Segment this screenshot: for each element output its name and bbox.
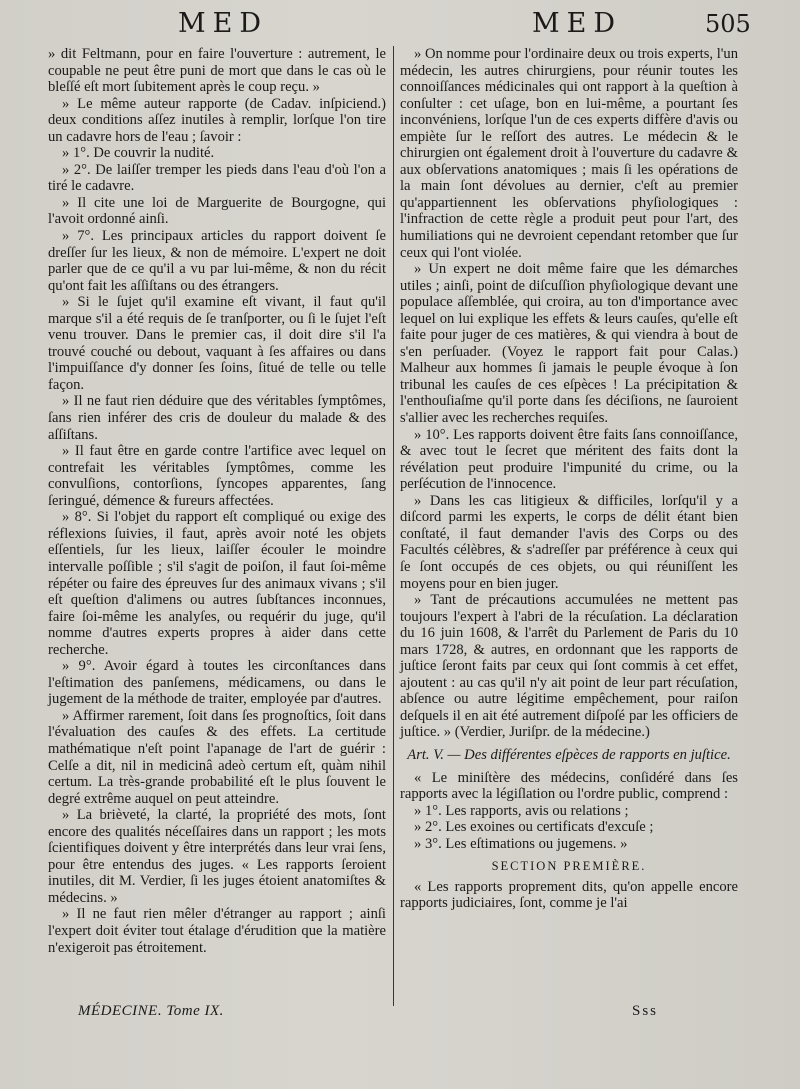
paragraph: » Il ne faut rien mêler d'étranger au rapport ; ainſi l'expert doit éviter tout étalage d'érudition que la matière n'exigeroit pas étroitement. — [48, 906, 386, 956]
paragraph: » 8°. Si l'objet du rapport eſt compliqué ou exige des réflexions ſuivies, il faut, après avoir noté les objets eſſentiels, ſur les lieux, laiſſer écouler le moindre intervalle poſſible ; s'il s'agit de poiſon, il faut ſoi-même répéter ou faire des épreuves ſur des animaux vivans ; s'il eſt queſtion d'alimens ou autres ſubſtances inconnues, faire ſoi-même les analyſes, ou requérir du juge, qu'il nomme d'autres experts propres à aider dans cette recherche. — [48, 509, 386, 658]
article-list — [400, 803, 738, 853]
running-head — [0, 6, 800, 40]
paragraph: » 1°. De couvrir la nudité. — [62, 145, 215, 162]
left-column — [48, 46, 386, 956]
paragraph: » Tant de précautions accumulées ne mettent pas toujours l'expert à l'abri de la récuſation. La déclaration du 16 juin 1608, & l'arrêt du Parlement de Paris du 10 mars 1728, & autres, en ordonnant que les rapports de juſtice ſeront faits par ceux qui ſont commis à cet effet, ajoutent : au cas qu'il n'y ait point de leur part récuſation, abſence ou autre légitime empêchement, pour raiſon deſquels il en ait été autrement diſpoſé par les officiers de juſtice. » (Verdier, Juriſpr. de la médecine.) — [400, 592, 738, 741]
paragraph: » Le même auteur rapporte (de Cadav. inſpiciend.) deux conditions aſſez inutiles à remplir, lorſque l'on tire un cadavre hors de l'eau ; ſavoir : — [48, 95, 386, 145]
paragraph: » Il cite une loi de Marguerite de Bourgogne, qui l'avoit ordonné ainſi. — [48, 194, 386, 228]
footer-signature: Sss — [632, 1003, 659, 1019]
paragraph: » Affirmer rarement, ſoit dans ſes prognoſtics, ſoit dans l'évaluation des cauſes & des effets. La certitude mathématique n'eſt point l'apanage de l'art de guérir : Celſe a dit, nil in medicinâ adeò certum eſt, quàm nihil certum. La très-grande probabilité eſt le plus ſouvent le degré extrême auquel on peut atteindre. — [48, 707, 386, 807]
paragraph: » Dans les cas litigieux & difficiles, lorſqu'il y a diſcord parmi les experts, le corps de délit étant bien conſtaté, il faut demander l'avis des Corps ou des Facultés célèbres, & s'adreſſer par préférence à ceux qui ſe ſont occupés de ces objets, ou qui réuniſſent les moyens pour en bien juger. — [400, 492, 738, 592]
list-item: » 2°. Les exoines ou certificats d'excuſe ; — [414, 819, 654, 836]
article-heading: Art. V. — Des différentes eſpèces de rapports en juſtice. — [407, 746, 731, 763]
list-item: » 3°. Les eſtimations ou jugemens. » — [414, 835, 628, 852]
running-head-left: MED — [178, 8, 269, 39]
paragraph: » dit Feltmann, pour en faire l'ouverture : autrement, le coupable ne peut être puni de mort que dans le cas où le bleſſé eſt mort ſubitement après le coup reçu. » — [48, 46, 386, 96]
section-intro: « Les rapports proprement dits, qu'on appelle encore rapports judiciaires, ſont, comme je l'ai — [400, 878, 738, 912]
paragraph: » Il faut être en garde contre l'artifice avec lequel on contrefait les véritables ſymptômes, comme les convulſions, contorſions, ſyncopes apparentes, ſang ſeringué, démence & fureurs affectées. — [48, 443, 386, 509]
paragraph: » On nomme pour l'ordinaire deux ou trois experts, l'un médecin, les autres chirurgiens, pour réunir toutes les connoiſſances médicinales qui ont rapport à la queſtion à conſulter : cet uſage, bon en lui-même, a pourtant ſes inconvéniens, lorſque l'un de ces experts diffère d'avis ou empiète ſur le reſſort des autres. Le médecin & le chirurgien ont également droit à l'ouverture du cadavre & aux obſervations anatomiques ; mais ſi les opérations de la main ſont dévolues au dernier, c'eſt au premier qu'appartiennent les obſervations phyſiologiques : l'infraction de cette règle a produit peut pour l'art, des humiliations qui ne devroient cependant retomber que ſur ceux qui l'ont violée. — [400, 46, 738, 261]
paragraph: » 10°. Les rapports doivent être faits ſans connoiſſance, & avec tout le ſecret que méritent des faits dont la révélation peut produire l'impunité du crime, ou la perſécution de l'innocence. — [400, 426, 738, 493]
paragraph: » 7°. Les principaux articles du rapport doivent ſe dreſſer ſur les lieux, & non de mémoire. L'expert ne doit parler que de ce qu'il a vu par lui-même, & non du récit qu'ont fait les aſſiſtans ou des étrangers. — [48, 228, 386, 294]
paragraph: » 2°. De laiſſer tremper les pieds dans l'eau d'où l'on a tiré le cadavre. — [48, 161, 386, 195]
column-divider — [393, 46, 394, 1006]
paragraph: » Il ne faut rien déduire que des véritables ſymptômes, ſans rien inférer des cris de douleur du malade & des aſſiſtans. — [48, 393, 386, 443]
paragraph: » Si le ſujet qu'il examine eſt vivant, il faut qu'il marque s'il a été requis de ſe tranſporter, ou ſi le ſujet l'eſt venu trouver. Dans le premier cas, il doit dire s'il l'a trouvé couché ou debout, vaquant à ſes affaires ou dans l'impuiſſance d'y donner ſes ſoins, ſitué de telle ou telle façon. — [48, 294, 386, 393]
right-column — [400, 46, 738, 912]
running-head-right: MED — [532, 8, 623, 39]
paragraph: » La brièveté, la clarté, la propriété des mots, ſont encore des qualités néceſſaires dans un rapport ; les mots ſcientifiques doivent y être interprétés dans leur vrai ſens, pour être entendus des juges. « Les rapports ſeroient inutiles, dit M. Verdier, ſi les juges étoient anatomiſtes & médecins. » — [48, 807, 386, 906]
article-intro: « Le miniſtère des médecins, conſidéré dans ſes rapports avec la légiſlation ou l'ordre public, comprend : — [400, 769, 738, 803]
list-item: » 1°. Les rapports, avis ou relations ; — [414, 802, 629, 819]
section-title: SECTION PREMIÈRE. — [491, 859, 647, 874]
paragraph: » Un expert ne doit même faire que les démarches utiles ; ainſi, point de diſcuſſion phyſiologique devant une populace aſſemblée, qui croira, au ton d'importance avec lequel on lui explique les effets & leurs cauſes, qu'elle eſt faite pour juger de ces matières, & qui viendra à bout de s'en perſuader. (Voyez le rapport fait pour Calas.) Malheur aux hommes ſi jamais le peuple évoque à ſon tribunal les cauſes de ces eſpèces ! La précipitation & l'enthouſiaſme qu'il porte dans ſes déciſions, ne ſauroient s'allier avec les recherches requiſes. — [400, 261, 738, 427]
paragraph: » 9°. Avoir égard à toutes les circonſtances dans l'eſtimation des panſemens, médicamens, ou dans le jugement de la méthode de traiter, employée par d'autres. — [48, 658, 386, 708]
footer-volume: MÉDECINE. Tome IX. — [78, 1003, 224, 1019]
page-number: 505 — [705, 10, 751, 38]
